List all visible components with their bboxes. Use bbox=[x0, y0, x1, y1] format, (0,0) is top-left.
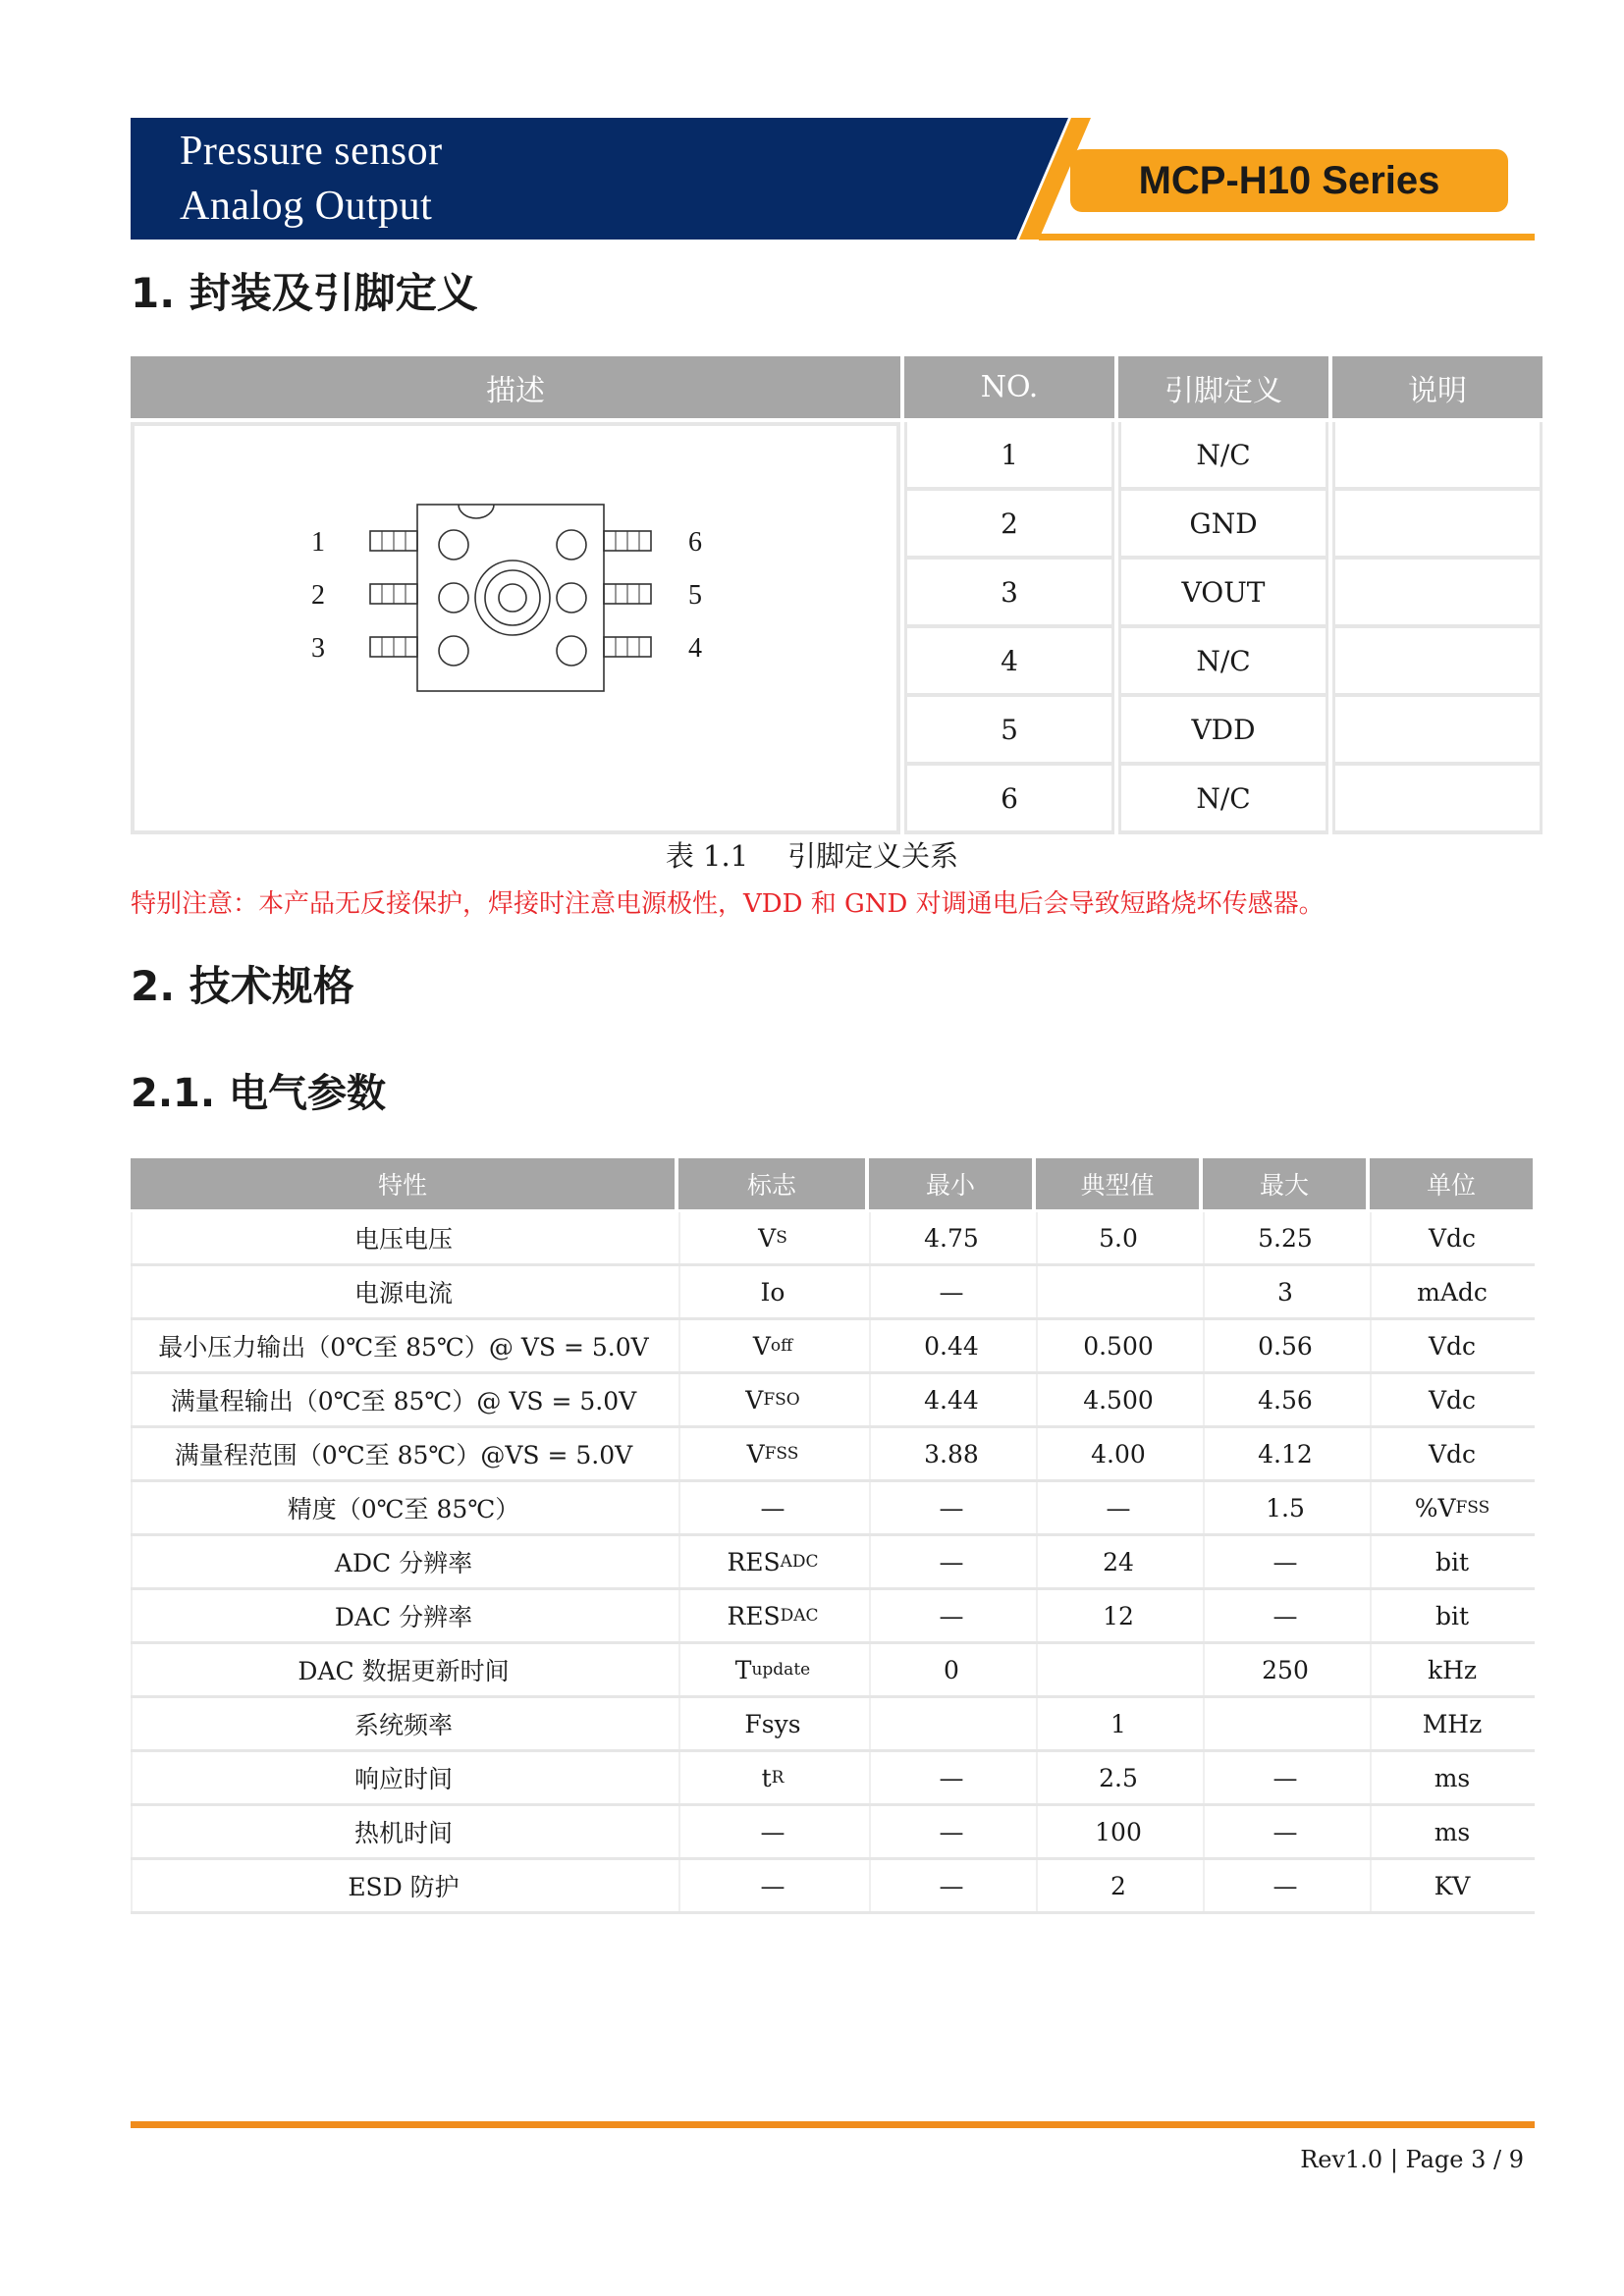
cell-characteristic-text: 系统频率 bbox=[353, 1711, 453, 1739]
cell-unit-text: Vdc bbox=[1428, 1331, 1477, 1361]
cell-symbol bbox=[678, 1428, 865, 1479]
spec-col-characteristic: 特性 bbox=[131, 1158, 675, 1209]
cell-typ bbox=[1036, 1320, 1199, 1371]
cell-typ bbox=[1036, 1644, 1199, 1695]
cell-unit-text: Vdc bbox=[1428, 1439, 1477, 1468]
spec-col-unit: 单位 bbox=[1370, 1158, 1533, 1209]
cell-unit-text: kHz bbox=[1427, 1655, 1478, 1684]
cell-typ bbox=[1036, 1698, 1199, 1749]
cell-characteristic bbox=[131, 1266, 675, 1317]
title-line-2: Analog Output bbox=[180, 184, 433, 229]
header-banner bbox=[131, 118, 1535, 241]
cell-min bbox=[869, 1752, 1032, 1803]
cell-characteristic-text: 响应时间 bbox=[353, 1765, 453, 1793]
cell-typ-text: 4.500 bbox=[1083, 1385, 1154, 1415]
cell-unit bbox=[1370, 1698, 1533, 1749]
document-title bbox=[180, 124, 443, 234]
cell-characteristic-text: DAC 数据更新时间 bbox=[298, 1657, 510, 1685]
cell-characteristic-text: 满量程输出（0℃至 85℃）@ VS = 5.0V bbox=[170, 1387, 637, 1415]
spec-col-typ: 典型值 bbox=[1036, 1158, 1199, 1209]
footer-divider bbox=[131, 2121, 1535, 2128]
cell-typ bbox=[1036, 1374, 1199, 1425]
cell-characteristic-text: DAC 分辨率 bbox=[334, 1603, 473, 1631]
pin-row-5-no: 5 bbox=[904, 697, 1114, 766]
cell-min-text: — bbox=[939, 1763, 964, 1792]
cell-min bbox=[869, 1536, 1032, 1587]
cell-min bbox=[869, 1320, 1032, 1371]
table-row bbox=[131, 1860, 1535, 1914]
cell-unit bbox=[1370, 1590, 1533, 1641]
caption-text: 引脚定义关系 bbox=[787, 839, 959, 873]
pin-label-1: 1 bbox=[311, 527, 325, 558]
cell-unit bbox=[1370, 1428, 1533, 1479]
cell-unit-text: KV bbox=[1434, 1871, 1471, 1900]
cell-min-text: — bbox=[939, 1547, 964, 1576]
series-badge: MCP-H10 Series bbox=[1070, 149, 1508, 212]
cell-typ-text: 2 bbox=[1110, 1871, 1126, 1900]
pin-row-2-no: 2 bbox=[904, 491, 1114, 560]
cell-characteristic bbox=[131, 1590, 675, 1641]
cell-typ-text: 100 bbox=[1095, 1817, 1142, 1846]
cell-min bbox=[869, 1428, 1032, 1479]
col-header-no: NO. bbox=[904, 356, 1114, 418]
cell-symbol bbox=[678, 1752, 865, 1803]
package-diagram bbox=[131, 422, 900, 834]
cell-unit-text: ms bbox=[1434, 1817, 1471, 1846]
cell-unit-subscript: FSS bbox=[1455, 1498, 1490, 1518]
cell-max-text: 3 bbox=[1277, 1277, 1293, 1307]
pin-label-2: 2 bbox=[311, 580, 325, 611]
pin-label-5: 5 bbox=[688, 580, 702, 611]
pin-row-6-note bbox=[1332, 766, 1543, 834]
pin-row-1-def: N/C bbox=[1118, 422, 1328, 491]
cell-characteristic-text: 最小压力输出（0℃至 85℃）@ VS = 5.0V bbox=[158, 1333, 649, 1362]
cell-max-text: — bbox=[1272, 1763, 1298, 1792]
cell-min-text: — bbox=[939, 1871, 964, 1900]
cell-unit bbox=[1370, 1482, 1533, 1533]
pin-row-6-no: 6 bbox=[904, 766, 1114, 834]
cell-max-text: 4.56 bbox=[1258, 1385, 1313, 1415]
cell-min-text: — bbox=[939, 1601, 964, 1630]
cell-symbol-subscript: off bbox=[770, 1336, 793, 1356]
cell-max-text: — bbox=[1272, 1817, 1298, 1846]
cell-max bbox=[1203, 1320, 1366, 1371]
cell-typ-text: 2.5 bbox=[1099, 1763, 1138, 1792]
cell-symbol-text: V bbox=[745, 1385, 764, 1415]
cell-typ-text: 1 bbox=[1110, 1709, 1126, 1738]
cell-symbol-subscript: S bbox=[776, 1228, 787, 1248]
cell-symbol-subscript: FSS bbox=[764, 1444, 799, 1464]
cell-unit bbox=[1370, 1644, 1533, 1695]
cell-characteristic bbox=[131, 1212, 675, 1263]
spec-header-row bbox=[131, 1158, 1535, 1212]
cell-max-text: — bbox=[1272, 1601, 1298, 1630]
cell-max bbox=[1203, 1644, 1366, 1695]
cell-characteristic-text: 精度（0℃至 85℃） bbox=[287, 1495, 520, 1523]
pin-row-5-def: VDD bbox=[1118, 697, 1328, 766]
cell-typ bbox=[1036, 1752, 1199, 1803]
pin-definition-table bbox=[131, 353, 1535, 834]
cell-typ bbox=[1036, 1860, 1199, 1911]
cell-typ bbox=[1036, 1536, 1199, 1587]
cell-symbol-text: Fsys bbox=[744, 1709, 801, 1738]
table-row bbox=[131, 1536, 1535, 1590]
cell-unit-text: Vdc bbox=[1428, 1385, 1477, 1415]
cell-max bbox=[1203, 1536, 1366, 1587]
cell-max bbox=[1203, 1752, 1366, 1803]
cell-characteristic bbox=[131, 1698, 675, 1749]
table-row bbox=[131, 1320, 1535, 1374]
cell-symbol bbox=[678, 1374, 865, 1425]
pin-row-5-note bbox=[1332, 697, 1543, 766]
table-caption bbox=[0, 834, 1624, 875]
cell-symbol bbox=[678, 1320, 865, 1371]
table-row bbox=[131, 1752, 1535, 1806]
pin-label-4: 4 bbox=[688, 633, 702, 664]
cell-characteristic bbox=[131, 1374, 675, 1425]
caption-number: 表 1.1 bbox=[665, 839, 749, 873]
cell-unit bbox=[1370, 1752, 1533, 1803]
cell-characteristic bbox=[131, 1752, 675, 1803]
cell-symbol-text: Io bbox=[760, 1277, 785, 1307]
section-2-1-heading: 2.1. 电气参数 bbox=[131, 1071, 386, 1116]
cell-max bbox=[1203, 1374, 1366, 1425]
cell-max bbox=[1203, 1428, 1366, 1479]
cell-min-text: — bbox=[939, 1277, 964, 1307]
cell-unit bbox=[1370, 1212, 1533, 1263]
cell-characteristic-text: ADC 分辨率 bbox=[334, 1549, 473, 1577]
spec-body bbox=[131, 1212, 1535, 1914]
pin-row-3-no: 3 bbox=[904, 560, 1114, 628]
cell-typ bbox=[1036, 1428, 1199, 1479]
cell-symbol-text: — bbox=[760, 1817, 785, 1846]
cell-min-text: 0.44 bbox=[924, 1331, 979, 1361]
cell-characteristic bbox=[131, 1536, 675, 1587]
cell-characteristic-text: ESD 防护 bbox=[348, 1873, 460, 1901]
cell-typ-text: 24 bbox=[1103, 1547, 1134, 1576]
cell-unit bbox=[1370, 1320, 1533, 1371]
cell-unit-text: bit bbox=[1435, 1547, 1470, 1576]
cell-typ-text: 4.00 bbox=[1091, 1439, 1146, 1468]
cell-max-text: 0.56 bbox=[1258, 1331, 1313, 1361]
cell-max-text: 1.5 bbox=[1266, 1493, 1305, 1522]
cell-symbol bbox=[678, 1266, 865, 1317]
table-row bbox=[131, 1374, 1535, 1428]
cell-max bbox=[1203, 1590, 1366, 1641]
col-header-remark: 说明 bbox=[1332, 356, 1543, 418]
cell-typ-text: 5.0 bbox=[1099, 1223, 1138, 1253]
cell-typ-text: 0.500 bbox=[1083, 1331, 1154, 1361]
cell-max bbox=[1203, 1266, 1366, 1317]
cell-typ bbox=[1036, 1212, 1199, 1263]
pin-row-3-note bbox=[1332, 560, 1543, 628]
cell-unit-text: MHz bbox=[1422, 1709, 1483, 1738]
cell-characteristic bbox=[131, 1428, 675, 1479]
pin-row-6-def: N/C bbox=[1118, 766, 1328, 834]
section-1-heading: 1. 封装及引脚定义 bbox=[131, 269, 478, 317]
cell-symbol-text: T bbox=[734, 1655, 752, 1684]
cell-symbol-text: — bbox=[760, 1493, 785, 1522]
pin-row-4-no: 4 bbox=[904, 628, 1114, 697]
pin-label-6: 6 bbox=[688, 527, 702, 558]
pin-row-2-def: GND bbox=[1118, 491, 1328, 560]
pin-row-1-note bbox=[1332, 422, 1543, 491]
cell-min bbox=[869, 1644, 1032, 1695]
cell-typ-text: 12 bbox=[1103, 1601, 1134, 1630]
cell-characteristic bbox=[131, 1482, 675, 1533]
cell-symbol bbox=[678, 1644, 865, 1695]
spec-col-min: 最小 bbox=[869, 1158, 1032, 1209]
cell-typ-text: — bbox=[1106, 1493, 1131, 1522]
cell-characteristic-text: 热机时间 bbox=[353, 1819, 453, 1847]
table-row bbox=[131, 1212, 1535, 1266]
cell-symbol bbox=[678, 1806, 865, 1857]
col-header-description: 描述 bbox=[131, 356, 900, 418]
cell-min bbox=[869, 1860, 1032, 1911]
cell-max bbox=[1203, 1806, 1366, 1857]
cell-symbol bbox=[678, 1860, 865, 1911]
cell-symbol bbox=[678, 1590, 865, 1641]
table-row bbox=[131, 1806, 1535, 1860]
cell-unit bbox=[1370, 1860, 1533, 1911]
cell-min bbox=[869, 1374, 1032, 1425]
cell-min bbox=[869, 1590, 1032, 1641]
cell-unit-text: mAdc bbox=[1417, 1277, 1488, 1307]
cell-min-text: 3.88 bbox=[924, 1439, 979, 1468]
cell-min-text: 4.75 bbox=[924, 1223, 979, 1253]
cell-symbol-subscript: ADC bbox=[780, 1552, 819, 1572]
cell-typ bbox=[1036, 1806, 1199, 1857]
cell-unit-text: ms bbox=[1434, 1763, 1471, 1792]
cell-unit bbox=[1370, 1806, 1533, 1857]
pin-row-4-note bbox=[1332, 628, 1543, 697]
page-number: Rev1.0 | Page 3 / 9 bbox=[1300, 2146, 1524, 2173]
cell-symbol-text: V bbox=[752, 1331, 771, 1361]
cell-max bbox=[1203, 1860, 1366, 1911]
table-row bbox=[131, 1698, 1535, 1752]
cell-max-text: — bbox=[1272, 1547, 1298, 1576]
cell-min-text: 0 bbox=[944, 1655, 959, 1684]
cell-min-text: 4.44 bbox=[924, 1385, 979, 1415]
cell-max bbox=[1203, 1212, 1366, 1263]
warning-note: 特别注意：本产品无反接保护，焊接时注意电源极性，VDD 和 GND 对调通电后会导致短路烧坏传感器。 bbox=[131, 889, 1325, 919]
col-header-pin-def: 引脚定义 bbox=[1118, 356, 1328, 418]
cell-unit bbox=[1370, 1266, 1533, 1317]
cell-symbol-text: — bbox=[760, 1871, 785, 1900]
cell-max-text: 4.12 bbox=[1258, 1439, 1313, 1468]
cell-typ bbox=[1036, 1482, 1199, 1533]
pin-label-3: 3 bbox=[311, 633, 325, 664]
cell-symbol-subscript: update bbox=[751, 1660, 811, 1680]
cell-symbol-text: V bbox=[758, 1223, 777, 1253]
table-row bbox=[131, 1482, 1535, 1536]
cell-symbol bbox=[678, 1536, 865, 1587]
cell-max-text: 250 bbox=[1262, 1655, 1309, 1684]
table-row bbox=[131, 1428, 1535, 1482]
cell-characteristic bbox=[131, 1644, 675, 1695]
cell-symbol-subscript: R bbox=[771, 1768, 785, 1788]
cell-typ bbox=[1036, 1590, 1199, 1641]
cell-min bbox=[869, 1806, 1032, 1857]
table-row bbox=[131, 1590, 1535, 1644]
cell-symbol bbox=[678, 1482, 865, 1533]
cell-max-text: — bbox=[1272, 1871, 1298, 1900]
cell-unit bbox=[1370, 1536, 1533, 1587]
cell-characteristic-text: 电压电压 bbox=[353, 1225, 453, 1254]
cell-unit-text: %V bbox=[1414, 1493, 1456, 1522]
cell-max-text: 5.25 bbox=[1258, 1223, 1313, 1253]
cell-typ bbox=[1036, 1266, 1199, 1317]
cell-symbol-text: V bbox=[746, 1439, 765, 1468]
electrical-params-table bbox=[131, 1158, 1535, 1914]
cell-symbol-text: RES bbox=[727, 1601, 781, 1630]
table-row bbox=[131, 1266, 1535, 1320]
cell-max bbox=[1203, 1482, 1366, 1533]
cell-symbol-subscript: DAC bbox=[780, 1606, 819, 1626]
cell-unit-text: Vdc bbox=[1428, 1223, 1477, 1253]
package-outline-svg bbox=[135, 426, 896, 832]
cell-unit bbox=[1370, 1374, 1533, 1425]
cell-max bbox=[1203, 1698, 1366, 1749]
pin-row-4-def: N/C bbox=[1118, 628, 1328, 697]
spec-col-max: 最大 bbox=[1203, 1158, 1366, 1209]
pin-row-1-no: 1 bbox=[904, 422, 1114, 491]
cell-symbol-text: t bbox=[761, 1763, 772, 1792]
pin-row-2-note bbox=[1332, 491, 1543, 560]
cell-min-text: — bbox=[939, 1493, 964, 1522]
pin-row-3-def: VOUT bbox=[1118, 560, 1328, 628]
cell-min-text: — bbox=[939, 1817, 964, 1846]
cell-min bbox=[869, 1266, 1032, 1317]
spec-col-symbol: 标志 bbox=[678, 1158, 865, 1209]
cell-symbol bbox=[678, 1212, 865, 1263]
title-line-1: Pressure sensor bbox=[180, 129, 443, 174]
cell-symbol-text: RES bbox=[727, 1547, 781, 1576]
cell-characteristic bbox=[131, 1806, 675, 1857]
cell-min bbox=[869, 1698, 1032, 1749]
cell-characteristic bbox=[131, 1860, 675, 1911]
cell-symbol bbox=[678, 1698, 865, 1749]
cell-min bbox=[869, 1212, 1032, 1263]
cell-unit-text: bit bbox=[1435, 1601, 1470, 1630]
cell-characteristic-text: 满量程范围（0℃至 85℃）@VS = 5.0V bbox=[174, 1441, 633, 1469]
cell-symbol-subscript: FSO bbox=[763, 1390, 800, 1410]
cell-characteristic-text: 电源电流 bbox=[353, 1279, 453, 1308]
section-2-heading: 2. 技术规格 bbox=[131, 962, 354, 1010]
table-row bbox=[131, 1644, 1535, 1698]
cell-characteristic bbox=[131, 1320, 675, 1371]
cell-min bbox=[869, 1482, 1032, 1533]
